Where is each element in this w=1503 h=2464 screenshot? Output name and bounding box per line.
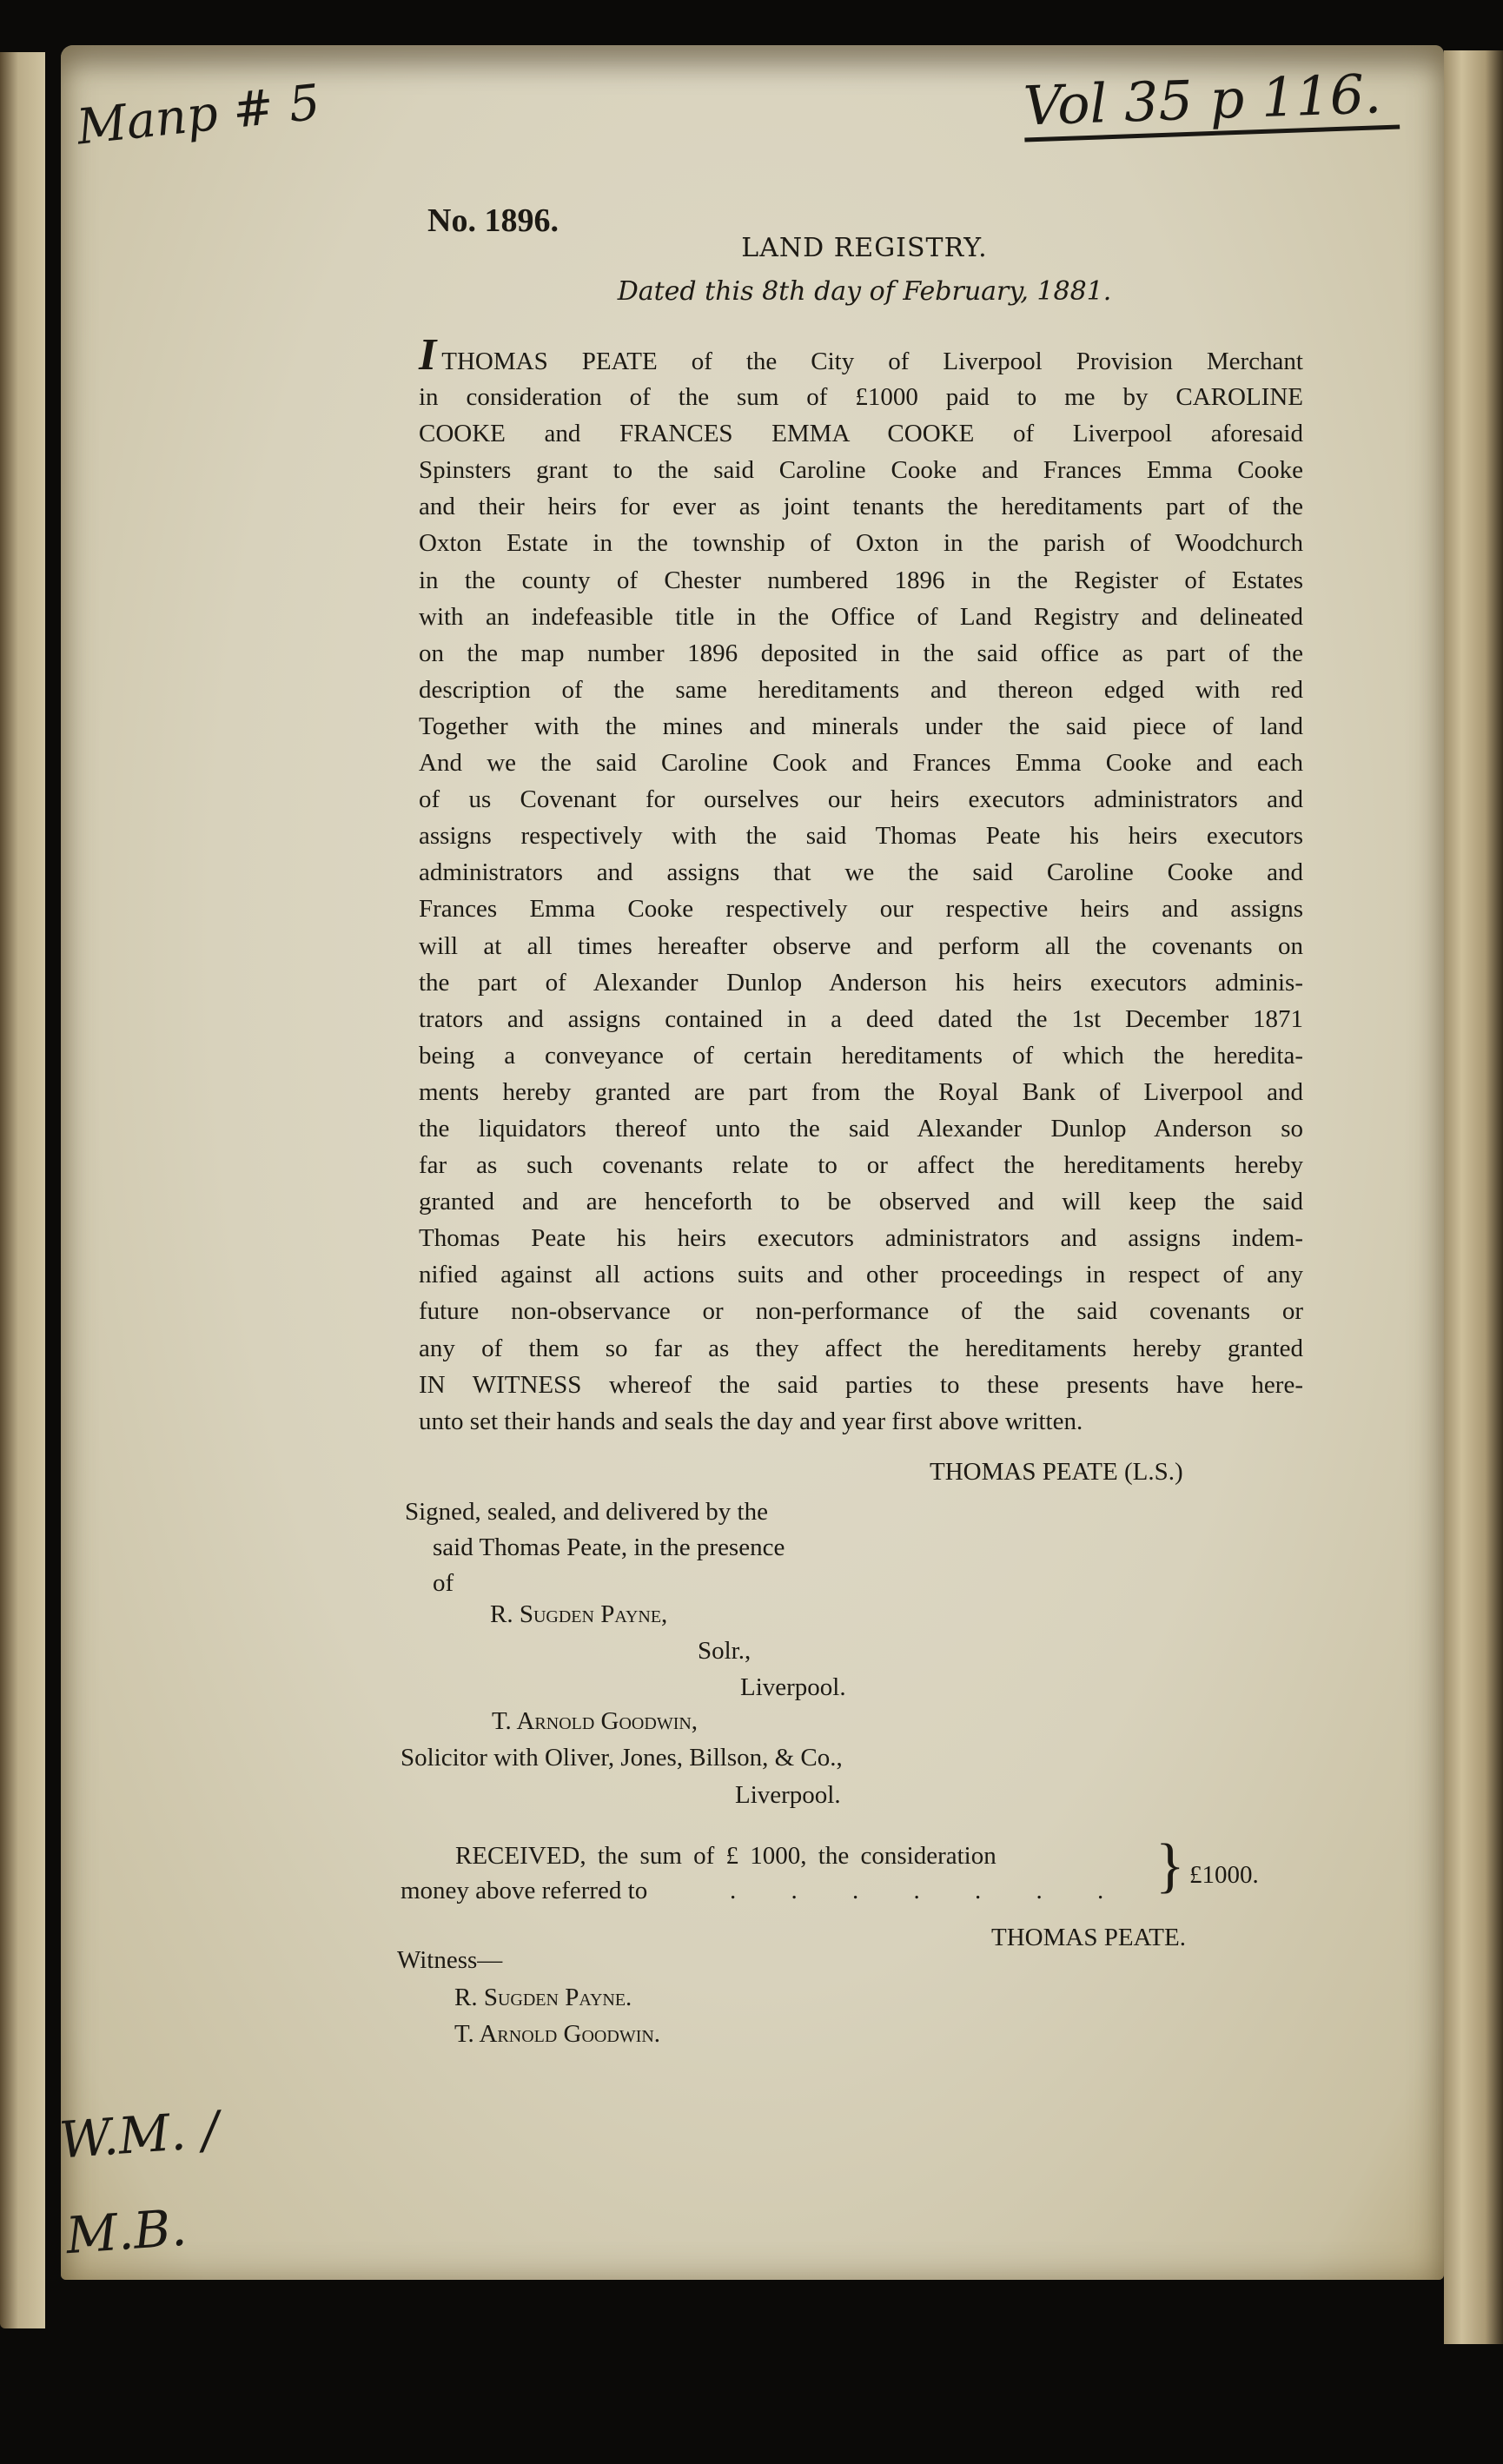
deed-line bbox=[419, 964, 1303, 1001]
deed-line bbox=[419, 708, 1303, 745]
deed-line-text: description of the same hereditaments and thereon edged with red bbox=[419, 675, 1303, 704]
receipt-witness-2: T. Arnold Goodwin. bbox=[454, 2020, 661, 2048]
signatory-seal bbox=[930, 1458, 1183, 1487]
deed-line bbox=[419, 1183, 1303, 1220]
deed-line-text: nified against all actions suits and other proceedings in respect of any bbox=[419, 1261, 1303, 1289]
deed-line-text: in consideration of the sum of £1000 paid to me by CAROLINE bbox=[419, 383, 1303, 412]
deed-line-text: Oxton Estate in the township of Oxton in the parish of Woodchurch bbox=[419, 529, 1303, 558]
deed-line bbox=[419, 1330, 1303, 1367]
attestation-line-3: of bbox=[433, 1569, 454, 1597]
deed-line bbox=[419, 488, 1303, 525]
deed-line bbox=[419, 452, 1303, 488]
deed-line-text: on the map number 1896 deposited in the said office as part of the bbox=[419, 639, 1303, 667]
deed-line-text: in the county of Chester numbered 1896 in the Register of Estates bbox=[419, 566, 1303, 594]
receipt-line-2: money above referred to bbox=[401, 1877, 648, 1904]
receipt-signatory: THOMAS PEATE. bbox=[991, 1924, 1186, 1951]
deed-line bbox=[419, 1074, 1303, 1110]
deed-line-text: administrators and assigns that we the said Caroline Cooke and bbox=[419, 858, 1303, 887]
receipt-witness-label: Witness— bbox=[397, 1946, 503, 1974]
receipt-line-1: RECEIVED, the sum of £ 1000, the consideration bbox=[455, 1842, 996, 1870]
deed-line-text: ments hereby granted are part from the Royal Bank of Liverpool and bbox=[419, 1077, 1303, 1106]
left-page-edge bbox=[0, 52, 45, 2328]
deed-line bbox=[419, 1037, 1303, 1074]
deed-line bbox=[419, 525, 1303, 561]
receipt-brace: } bbox=[1155, 1832, 1185, 1899]
deed-line bbox=[419, 379, 1303, 415]
deed-line bbox=[419, 1220, 1303, 1256]
deed-line bbox=[419, 1001, 1303, 1037]
deed-line-text: Thomas Peate his heirs executors administrators and assigns indem- bbox=[419, 1224, 1303, 1253]
handwritten-note-top-left: Manp # 5 bbox=[74, 74, 323, 156]
deed-line-text: future non-observance or non-performance of the said covenants or bbox=[419, 1297, 1303, 1326]
attestation-line-2: said Thomas Peate, in the presence bbox=[433, 1533, 785, 1561]
receipt-amount: £1000. bbox=[1189, 1861, 1259, 1889]
deed-line-text: unto set their hands and seals the day and year first above written. bbox=[419, 1407, 1083, 1435]
deed-line-text: the liquidators thereof unto the said Alexander Dunlop Anderson so bbox=[419, 1114, 1303, 1143]
signatory-name: THOMAS PEATE (L.S.) bbox=[930, 1458, 1183, 1486]
document-date: Dated this 8th day of February, 1881. bbox=[617, 276, 1112, 307]
witness-2-title: Solicitor with Oliver, Jones, Billson, & Co., bbox=[401, 1744, 843, 1772]
deed-line-text: granted and are henceforth to be observed and will keep the said bbox=[419, 1188, 1303, 1216]
deed-line bbox=[419, 891, 1303, 927]
deed-line-text: trators and assigns contained in a deed dated the 1st December 1871 bbox=[419, 1004, 1303, 1033]
deed-line bbox=[419, 562, 1303, 599]
deed-line-text: being a conveyance of certain hereditaments of which the heredita- bbox=[419, 1041, 1303, 1070]
deed-line-text: of us Covenant for ourselves our heirs executors administrators and bbox=[419, 785, 1303, 814]
deed-line bbox=[419, 1147, 1303, 1183]
deed-line bbox=[419, 1110, 1303, 1147]
deed-line bbox=[419, 1367, 1303, 1403]
witness-1-place: Liverpool. bbox=[740, 1673, 846, 1701]
deed-line-text: with an indefeasible title in the Office of Land Registry and delineated bbox=[419, 602, 1303, 631]
witness-1-name: R. Sugden Payne, bbox=[490, 1600, 668, 1628]
drop-cap: I bbox=[419, 330, 437, 380]
deed-line bbox=[419, 1403, 1303, 1440]
deed-line-text: Spinsters grant to the said Caroline Cooke and Frances Emma Cooke bbox=[419, 456, 1303, 485]
deed-line bbox=[419, 672, 1303, 708]
deed-line bbox=[419, 854, 1303, 891]
deed-line bbox=[419, 928, 1303, 964]
attestation-line-1: Signed, sealed, and delivered by the bbox=[405, 1498, 768, 1526]
receipt-leader-dots: . . . . . . . bbox=[730, 1877, 1129, 1904]
witness-1-title: Solr., bbox=[698, 1637, 752, 1665]
deed-line-text: the part of Alexander Dunlop Anderson his heirs executors adminis- bbox=[419, 968, 1303, 997]
deed-line-text: Frances Emma Cooke respectively our respective heirs and assigns bbox=[419, 895, 1303, 924]
deed-line-text: And we the said Caroline Cook and Frances Emma Cooke and each bbox=[419, 749, 1303, 778]
witness-2-place: Liverpool. bbox=[735, 1781, 841, 1809]
deed-line bbox=[419, 1256, 1303, 1293]
deed-line bbox=[419, 599, 1303, 635]
deed-line-text: THOMAS PEATE of the City of Liverpool Provision Merchant bbox=[441, 348, 1303, 375]
deed-line-text: will at all times hereafter observe and perform all the covenants on bbox=[419, 931, 1303, 960]
deed-line bbox=[419, 1293, 1303, 1329]
deed-line bbox=[419, 745, 1303, 781]
receipt-witness-1: R. Sugden Payne. bbox=[454, 1984, 632, 2011]
document-number: No. 1896. bbox=[427, 202, 559, 239]
deed-line-text: any of them so far as they affect the hereditaments hereby granted bbox=[419, 1334, 1303, 1362]
deed-body bbox=[419, 330, 1303, 1440]
deed-line bbox=[419, 818, 1303, 854]
deed-line-text: IN WITNESS whereof the said parties to these presents have here- bbox=[419, 1370, 1303, 1399]
deed-line-text: far as such covenants relate to or affect the hereditaments hereby bbox=[419, 1151, 1303, 1180]
right-page-edges bbox=[1444, 50, 1503, 2344]
deed-line bbox=[419, 781, 1303, 818]
handwritten-volume-reference: Vol 35 p 116. bbox=[1023, 61, 1400, 142]
deed-line-text: COOKE and FRANCES EMMA COOKE of Liverpool aforesaid bbox=[419, 420, 1303, 448]
deed-line bbox=[419, 330, 1303, 380]
document-title: LAND REGISTRY. bbox=[741, 233, 988, 263]
handwritten-initials: W.M. / M.B. bbox=[57, 2099, 222, 2266]
deed-line-text: and their heirs for ever as joint tenants the hereditaments part of the bbox=[419, 493, 1303, 521]
deed-line-text: assigns respectively with the said Thomas Peate his heirs executors bbox=[419, 822, 1303, 851]
deed-line bbox=[419, 635, 1303, 672]
deed-line bbox=[419, 415, 1303, 452]
witness-2-name: T. Arnold Goodwin, bbox=[492, 1707, 699, 1735]
deed-line-text: Together with the mines and minerals under the said piece of land bbox=[419, 712, 1303, 740]
